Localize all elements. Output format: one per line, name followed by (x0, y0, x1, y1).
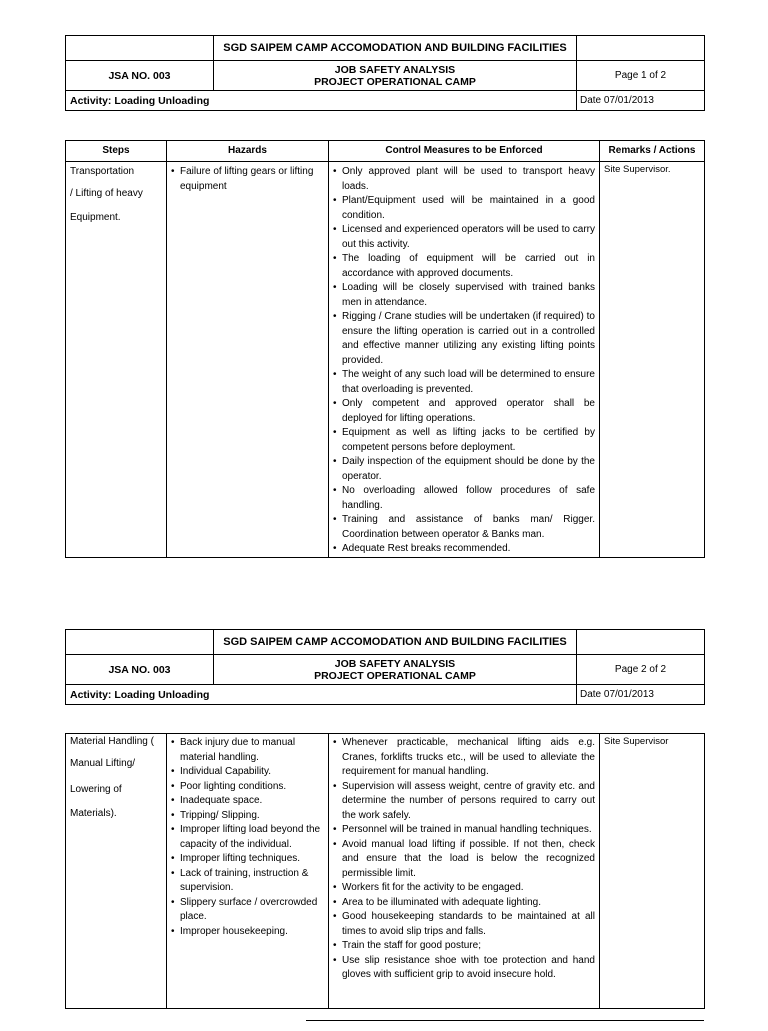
header-blank-cell (577, 36, 705, 61)
control-item: • Personnel will be trained in manual handling techniques. (333, 823, 595, 838)
hazard-item: • Tripping/ Slipping. (171, 809, 324, 824)
control-item: • The loading of equipment will be carried out in accordance with approved documents. (333, 252, 595, 281)
header-title: SGD SAIPEM CAMP ACCOMODATION AND BUILDING FACILITIES (214, 630, 577, 655)
control-item: • Training and assistance of banks man/ Rigger. Coordination between operator & Banks man. (333, 513, 595, 542)
hazard-item: • Poor lighting conditions. (171, 780, 324, 795)
hazards-cell (167, 162, 329, 558)
page-number: Page 1 of 2 (577, 61, 705, 91)
hazard-item: • Slippery surface / overcrowded place. (171, 896, 324, 925)
hazard-item: • Individual Capability. (171, 765, 324, 780)
doc-title-line-2: PROJECT OPERATIONAL CAMP (314, 75, 476, 88)
control-item: • Workers fit for the activity to be engaged. (333, 881, 595, 896)
step-line: Material Handling ( (70, 736, 154, 747)
controls-cell (329, 734, 600, 1009)
remarks-cell: Site Supervisor. (600, 162, 705, 558)
next-table-edge (306, 1020, 704, 1031)
column-header-remarks: Remarks / Actions (600, 141, 705, 162)
step-line: Manual Lifting/ (70, 758, 136, 769)
control-item: • Daily inspection of the equipment should be done by the operator. (333, 455, 595, 484)
column-header-steps: Steps (66, 141, 167, 162)
control-item: • The weight of any such load will be determined to ensure that overloading is prevented. (333, 368, 595, 397)
control-item: • Use slip resistance shoe with toe protection and hand gloves with sufficient grip to avoid insecure hold. (333, 954, 595, 983)
page-number: Page 2 of 2 (577, 655, 705, 685)
steps-cell (66, 734, 167, 1009)
jsa-number: JSA NO. 003 (66, 655, 214, 685)
control-item: • Whenever practicable, mechanical lifting aids e.g. Cranes, forklifts trucks etc., will be used to alleviate the requirement for manual handling. (333, 736, 595, 780)
doc-title-line-2: PROJECT OPERATIONAL CAMP (314, 669, 476, 682)
control-item: • No overloading allowed follow procedures of safe handling. (333, 484, 595, 513)
steps-cell (66, 162, 167, 558)
control-item: • Only competent and approved operator shall be deployed for lifting operations. (333, 397, 595, 426)
controls-cell (329, 162, 600, 558)
column-header-controls: Control Measures to be Enforced (329, 141, 600, 162)
page1-header-table (65, 35, 705, 111)
doc-title-line-1: JOB SAFETY ANALYSIS (334, 657, 456, 670)
control-item: • Licensed and experienced operators will be used to carry out this activity. (333, 223, 595, 252)
control-item: • Plant/Equipment used will be maintained in a good condition. (333, 194, 595, 223)
hazard-item: • Back injury due to manual material handling. (171, 736, 324, 765)
date-label: Date 07/01/2013 (577, 685, 705, 705)
step-line: / Lifting of heavy (70, 188, 143, 199)
control-item: • Supervision will assess weight, centre of gravity etc. and determine the number of persons required to carry out the work safely. (333, 780, 595, 824)
control-item: • Train the staff for good posture; (333, 939, 595, 954)
control-item: • Area to be illuminated with adequate lighting. (333, 896, 595, 911)
control-item: • Avoid manual load lifting if possible. If not then, check and ensure that the load is below the recognized permissible limit. (333, 838, 595, 882)
hazard-item: • Inadequate space. (171, 794, 324, 809)
step-line: Transportation (70, 166, 135, 177)
hazard-item: • Failure of lifting gears or lifting equipment (171, 165, 324, 194)
step-line: Lowering of (70, 784, 122, 795)
control-item: • Rigging / Crane studies will be undertaken (if required) to ensure the lifting operation is carried out in a controlled and effective manner utilizing any existing lifting points provided. (333, 310, 595, 368)
jsa-number: JSA NO. 003 (66, 61, 214, 91)
doc-title (214, 61, 577, 91)
remarks-cell: Site Supervisor (600, 734, 705, 1009)
header-blank-cell (66, 630, 214, 655)
page2-jsa-table (65, 733, 705, 1009)
page1-jsa-table (65, 140, 705, 558)
header-blank-cell (577, 630, 705, 655)
header-title: SGD SAIPEM CAMP ACCOMODATION AND BUILDING FACILITIES (214, 36, 577, 61)
activity-label: Activity: Loading Unloading (66, 685, 577, 705)
hazard-item: • Improper lifting load beyond the capacity of the individual. (171, 823, 324, 852)
hazard-item: • Improper lifting techniques. (171, 852, 324, 867)
step-line: Equipment. (70, 212, 121, 223)
date-label: Date 07/01/2013 (577, 91, 705, 111)
hazard-item: • Improper housekeeping. (171, 925, 324, 940)
control-item: • Loading will be closely supervised with trained banks men in attendance. (333, 281, 595, 310)
control-item: • Only approved plant will be used to transport heavy loads. (333, 165, 595, 194)
step-line: Materials). (70, 808, 117, 819)
page2-header-table (65, 629, 705, 705)
control-item: • Good housekeeping standards to be maintained at all times to avoid slip trips and falls. (333, 910, 595, 939)
control-item: • Equipment as well as lifting jacks to be certified by competent persons before deployment. (333, 426, 595, 455)
doc-title (214, 655, 577, 685)
hazards-cell (167, 734, 329, 1009)
doc-title-line-1: JOB SAFETY ANALYSIS (334, 63, 456, 76)
column-header-hazards: Hazards (167, 141, 329, 162)
hazard-item: • Lack of training, instruction & supervision. (171, 867, 324, 896)
header-blank-cell (66, 36, 214, 61)
activity-label: Activity: Loading Unloading (66, 91, 577, 111)
control-item: • Adequate Rest breaks recommended. (333, 542, 595, 557)
